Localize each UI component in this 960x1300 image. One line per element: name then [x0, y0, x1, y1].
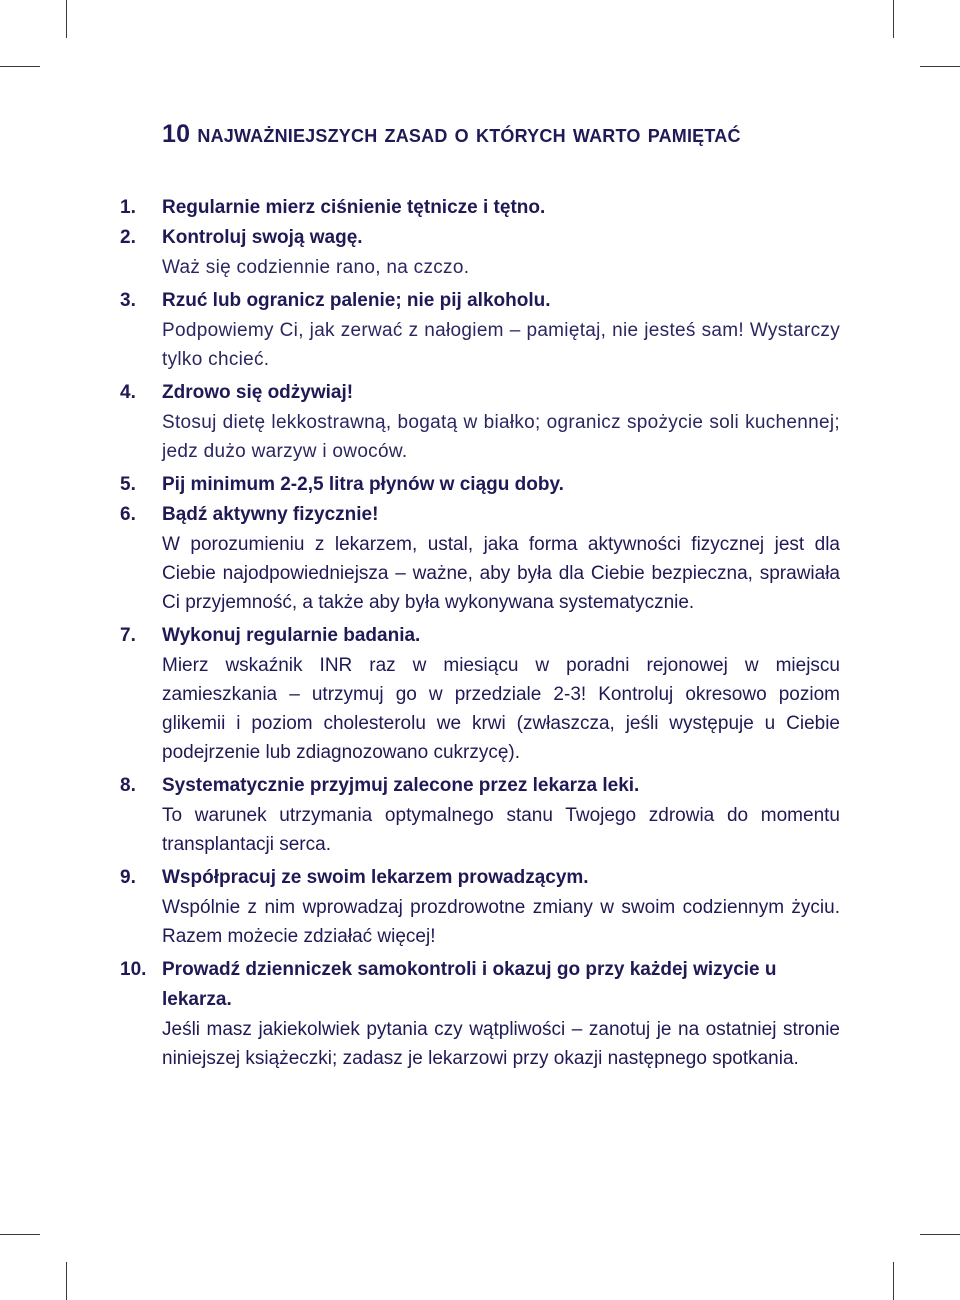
rule-number: 8. [120, 775, 136, 796]
rule-number: 3. [120, 290, 136, 311]
rule-heading: Regularnie mierz ciśnienie tętnicze i tętno. [162, 197, 546, 218]
rule-item-7 [118, 621, 840, 767]
rule-number: 1. [120, 197, 136, 218]
crop-mark-bottom-right [893, 1262, 894, 1300]
rule-description: W porozumieniu z lekarzem, ustal, jaka forma aktywności fizycznej jest dla Ciebie najodpowiedniejsza – ważne, aby była dla Ciebie bezpieczna, sprawiała Ci przyjemność, a także aby była wykonywana systematycznie. [162, 534, 840, 613]
document-page [118, 118, 840, 1077]
crop-mark-top-right [893, 0, 894, 38]
rule-heading: Zdrowo się odżywiaj! [162, 382, 354, 403]
rules-list [118, 193, 840, 1073]
page-title [162, 118, 840, 151]
rule-number: 4. [120, 382, 136, 403]
rule-heading: Kontroluj swoją wagę. [162, 227, 363, 248]
rule-description: To warunek utrzymania optymalnego stanu Twojego zdrowia do momentu transplantacji serca. [162, 805, 840, 855]
rule-number: 6. [120, 504, 136, 525]
rule-number: 2. [120, 227, 136, 248]
crop-mark-top-left [66, 0, 67, 38]
crop-mark-right-bottom [920, 1234, 960, 1235]
rule-description: Stosuj dietę lekkostrawną, bogatą w białko; ogranicz spożycie soli kuchennej; jedz dużo warzyw i owoców. [162, 412, 840, 462]
rule-description: Podpowiemy Ci, jak zerwać z nałogiem – pamiętaj, nie jesteś sam! Wystarczy tylko chcieć. [162, 320, 840, 370]
rule-item-4 [118, 378, 840, 466]
rule-heading: Pij minimum 2-2,5 litra płynów w ciągu doby. [162, 474, 564, 495]
title-text: najważniejszych zasad o których warto pamiętać [197, 120, 741, 148]
rule-item-9 [118, 863, 840, 951]
rule-item-6 [118, 500, 840, 617]
crop-mark-right-top [920, 66, 960, 67]
rule-heading: Systematycznie przyjmuj zalecone przez lekarza leki. [162, 775, 640, 796]
rule-heading: Współpracuj ze swoim lekarzem prowadzącym. [162, 867, 589, 888]
title-number: 10 [162, 120, 191, 148]
rule-description: Mierz wskaźnik INR raz w miesiącu w poradni rejonowej w miejscu zamieszkania – utrzymuj go w przedziale 2-3! Kontroluj okresowo poziom glikemii i poziom cholesterolu we krwi (zwłaszcza, jeśli występuje u Ciebie podejrzenie lub zdiagnozowano cukrzycę). [162, 655, 840, 763]
rule-item-5 [118, 470, 840, 500]
rule-heading: Rzuć lub ogranicz palenie; nie pij alkoholu. [162, 290, 551, 311]
rule-number: 10. [120, 959, 147, 980]
rule-heading: Prowadź dzienniczek samokontroli i okazuj go przy każdej wizycie u lekarza. [162, 959, 777, 1010]
rule-item-3 [118, 286, 840, 374]
rule-description: Wspólnie z nim wprowadzaj prozdrowotne zmiany w swoim codziennym życiu. Razem możecie zdziałać więcej! [162, 897, 840, 947]
rule-heading: Wykonuj regularnie badania. [162, 625, 421, 646]
rule-item-10 [118, 955, 840, 1073]
crop-mark-bottom-left [66, 1262, 67, 1300]
rule-number: 9. [120, 867, 136, 888]
rule-description: Jeśli masz jakiekolwiek pytania czy wątpliwości – zanotuj je na ostatniej stronie niniejszej książeczki; zadasz je lekarzowi przy okazji następnego spotkania. [162, 1019, 840, 1069]
crop-mark-left-bottom [0, 1234, 40, 1235]
rule-item-8 [118, 771, 840, 859]
rule-description: Waż się codziennie rano, na czczo. [162, 257, 470, 278]
rule-number: 7. [120, 625, 136, 646]
rule-item-2 [118, 223, 840, 282]
crop-mark-left-top [0, 66, 40, 67]
rule-item-1 [118, 193, 840, 223]
rule-number: 5. [120, 474, 136, 495]
rule-heading: Bądź aktywny fizycznie! [162, 504, 379, 525]
